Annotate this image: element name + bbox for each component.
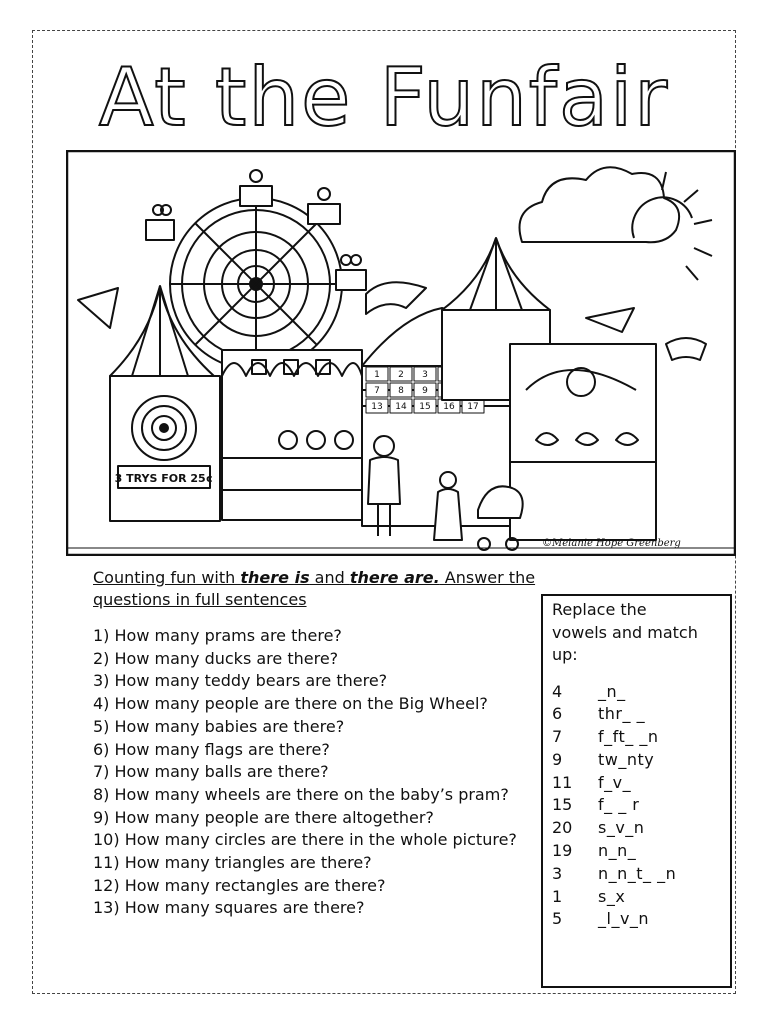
pram [478,486,523,550]
pair-number: 7 [552,727,563,747]
question-item: 2) How many ducks are there? [93,648,339,668]
pair-word: s_x [598,886,626,906]
question-item: 9) How many people are there altogether? [93,807,434,827]
question-item: 12) How many rectangles are there? [93,875,386,895]
pair-number: 15 [552,795,573,815]
question-item: 5) How many babies are there? [93,716,345,736]
page-title: At the Funfair [98,51,670,144]
funfair-illustration [66,150,736,556]
pair-word: f_ _ r [598,795,640,815]
number-cell-label: 14 [395,402,407,412]
pair-row [552,749,721,772]
pair-word: s_v_n [598,818,645,838]
question-item: 11) How many triangles are there? [93,853,372,873]
question-item: 8) How many wheels are there on the baby’s pram? [93,784,509,804]
pair-word: f_ft_ _n [598,727,659,747]
pair-row [552,703,721,726]
vowel-match-box [541,594,732,988]
question-item: 7) How many balls are there? [93,762,329,782]
pair-number: 19 [552,841,573,861]
number-word-pairs [552,681,721,932]
pair-row [552,840,721,863]
question-item: 1) How many prams are there? [93,626,342,645]
pair-number: 9 [552,749,563,769]
question-item: 4) How many people are there on the Big Wheel? [93,694,488,714]
pair-number: 11 [552,772,573,792]
pair-row [552,908,721,931]
number-cell-label: 2 [398,370,404,380]
pair-word: tw_nty [598,749,655,769]
teddy-booth [222,350,362,520]
intro-text: Counting fun with there is and there are. Answer the questions in full sentences [93,568,536,609]
pair-row [552,794,721,817]
booth-sign: 3 TRYS FOR 25¢ [114,472,214,485]
pair-word: _n_ [598,681,626,701]
number-cell-label: 13 [371,402,383,412]
duck-booth [510,344,656,540]
number-cell-label: 15 [419,402,431,412]
pair-number: 6 [552,704,563,724]
question-item: 6) How many flags are there? [93,739,330,759]
number-cell-label: 3 [422,370,428,380]
pair-number: 5 [552,909,563,929]
number-cell-label: 9 [422,386,428,396]
pair-row [552,863,721,886]
number-cell-label: 1 [374,370,380,380]
pair-row [552,681,721,704]
question-item: 10) How many circles are there in the whole picture? [93,830,517,850]
pair-row [552,886,721,909]
artist-credit: ©Melanie Hope Greenberg [542,538,681,549]
question-item: 13) How many squares are there? [93,898,365,918]
number-cell-label: 17 [467,402,479,412]
pair-word: n_n_t_ _n [598,863,677,883]
pair-row [552,726,721,749]
pair-word: f_v_ [598,772,632,792]
pair-row [552,772,721,795]
questions-list [93,625,533,920]
number-cell-label: 8 [398,386,404,396]
pair-number: 1 [552,886,563,906]
pair-word: _l_v_n [598,909,650,929]
number-cell-label: 7 [374,386,380,396]
question-item: 3) How many teddy bears are there? [93,671,388,691]
pair-word: n_n_ [598,841,637,861]
pair-row [552,817,721,840]
pair-number: 20 [552,818,573,838]
pair-word: thr_ _ [598,704,646,724]
number-cell-label: 16 [443,402,455,412]
vowel-box-heading: Replace the vowels and match up: [552,600,698,664]
pair-number: 3 [552,863,563,883]
pair-number: 4 [552,681,563,701]
